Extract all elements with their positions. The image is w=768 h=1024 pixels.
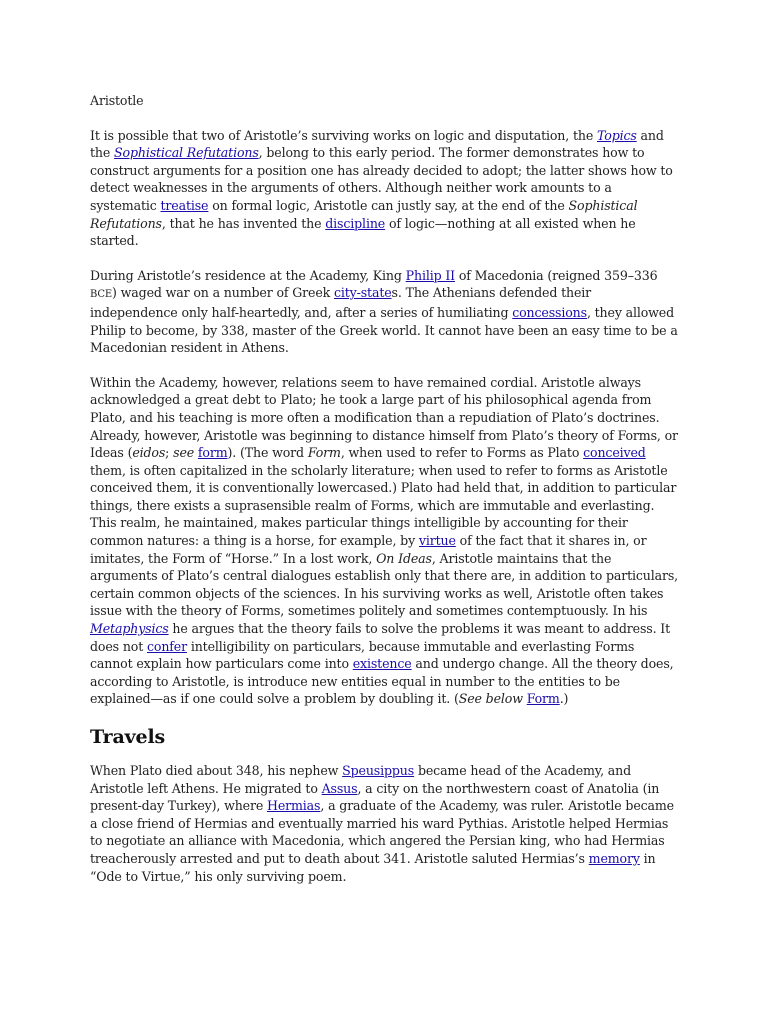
paragraph (90, 267, 680, 357)
link-topics[interactable]: Topics (596, 127, 637, 143)
text-run: s. The Athenians defended their independence only half-heartedly, and, after a series of humiliating (90, 285, 592, 320)
text-run: , a city on the northwestern coast of Anatolia (in present-day Turkey), where (90, 780, 660, 814)
paragraph (90, 762, 680, 885)
text-run: of Macedonia (reigned 359–336 (455, 267, 658, 283)
text-run: of logic—nothing at all existed when he started. (90, 215, 636, 249)
link-assus[interactable]: Assus (321, 780, 358, 796)
link-existence[interactable]: existence (352, 656, 412, 672)
text-run: During Aristotle’s residence at the Academy, King (90, 267, 406, 283)
text-run: he argues that the theory fails to solve the problems it was meant to address. It does not (90, 621, 671, 654)
text-run: , when used to refer to Forms as Plato (340, 445, 584, 461)
link-confer[interactable]: confer (146, 638, 187, 654)
link-conceived[interactable]: conceived (583, 445, 646, 461)
text-run: them, is often capitalized in the scholarly literature; when used to refer to forms as Aristotle conceived them, it is conventionally lowercased.) Plato had held that, in addition to particular things, there exists a suprasensible realm of Forms, which are immutable and everlasting. This realm, he maintained, makes particular things intelligible by accounting for their common natures: a thing is a horse, for example, by (90, 462, 677, 549)
paragraph (90, 374, 680, 708)
text-run: It is possible that two of Aristotle’s surviving works on logic and disputation, the (90, 127, 597, 143)
text-run: .) (559, 691, 569, 707)
section-heading-travels: Travels (90, 726, 166, 748)
text-run: , a graduate of the Academy, was ruler. Aristotle became a close friend of Hermias and eventually married his ward Pythias. Aristotle helped Hermias to negotiate an alliance with Macedonia, which angered the Persian king, who had Hermias treacherously arrested and put to death about 341. Aristotle saluted Hermias’s (90, 798, 674, 866)
text-run: , belong to this early period. The former demonstrates how to construct arguments for a position one has already decided to adopt; the latter shows how to detect weaknesses in the arguments of others. Although neither work amounts to a systematic (90, 145, 673, 213)
link-treatise[interactable]: treatise (160, 197, 209, 213)
text-run: ). (The word (227, 445, 308, 461)
paragraph (90, 127, 680, 250)
link-hermias[interactable]: Hermias (267, 798, 321, 814)
link-discipline[interactable]: discipline (325, 215, 386, 231)
text-run: intelligibility on particulars, because immutable and everlasting Forms cannot explain how particulars come into (90, 638, 635, 672)
link-city-state[interactable]: city-state (333, 285, 392, 301)
text-run: , they allowed Philip to become, by 338, master of the Greek world. It cannot have been an easy time to be a Macedonian resident in Athens. (90, 304, 678, 356)
document-title: Aristotle (90, 93, 144, 108)
text-run: and the (90, 127, 664, 161)
text-run: became head of the Academy, and Aristotle left Athens. He migrated to (90, 763, 632, 796)
link-form[interactable]: form (197, 445, 228, 461)
text-run: in “Ode to Virtue,” his only surviving poem. (90, 850, 656, 884)
text-run: When Plato died about 348, his nephew (90, 763, 343, 778)
text-run: and undergo change. All the theory does, according to Aristotle, is introduce new entities equal in number to the entities to be explained—as if one could solve a problem by doubling it. ( (90, 656, 674, 707)
text-run: , Aristotle maintains that the arguments of Plato’s central dialogues establish only that there are, in addition to particulars, certain common objects of the sciences. In his surviving works as well, Aristotle often takes issue with the theory of Forms, sometimes politely and sometimes contemptuously. In his (90, 550, 679, 619)
link-metaphysics[interactable]: Metaphysics (90, 621, 169, 637)
text-run: of the fact that it shares in, or imitates, the Form of “Horse.” In a lost work, (90, 533, 647, 566)
text-run: on formal logic, Aristotle can justly say, at the end of the (208, 197, 569, 213)
italic-text: Sophistical Refutations (90, 197, 638, 231)
italic-text: eidos (132, 445, 166, 461)
era-abbreviation: BCE (90, 289, 113, 301)
text-run: Within the Academy, however, relations seem to have remained cordial. Aristotle always acknowledged a great debt to Plato; he took a large part of his philosophical agenda from Plato, and his teaching is more often a modification than a repudiation of Plato’s doctrines. Already, however, Aristotle was beginning to distance himself from Plato’s theory of Forms, or Ideas ( (90, 374, 678, 461)
link-virtue[interactable]: virtue (418, 533, 456, 549)
text-run: ; (165, 445, 174, 461)
italic-text: On Ideas (376, 550, 432, 566)
italic-text: see (173, 445, 195, 461)
link-concessions[interactable]: concessions (512, 304, 587, 320)
section-travels (90, 762, 680, 885)
italic-text: Form (307, 445, 341, 461)
link-speusippus[interactable]: Speusippus (342, 763, 415, 778)
link-sophistical-refutations[interactable]: Sophistical Refutations (114, 145, 259, 161)
text-run: ) waged war on a number of Greek (112, 285, 334, 301)
link-philip-ii[interactable]: Philip II (405, 267, 456, 283)
link-form[interactable]: Form (526, 691, 560, 707)
link-memory[interactable]: memory (588, 850, 640, 866)
document-body (90, 92, 680, 902)
text-run: , that he has invented the (161, 215, 326, 231)
section-intro (90, 127, 680, 708)
italic-text: See below (458, 691, 523, 707)
